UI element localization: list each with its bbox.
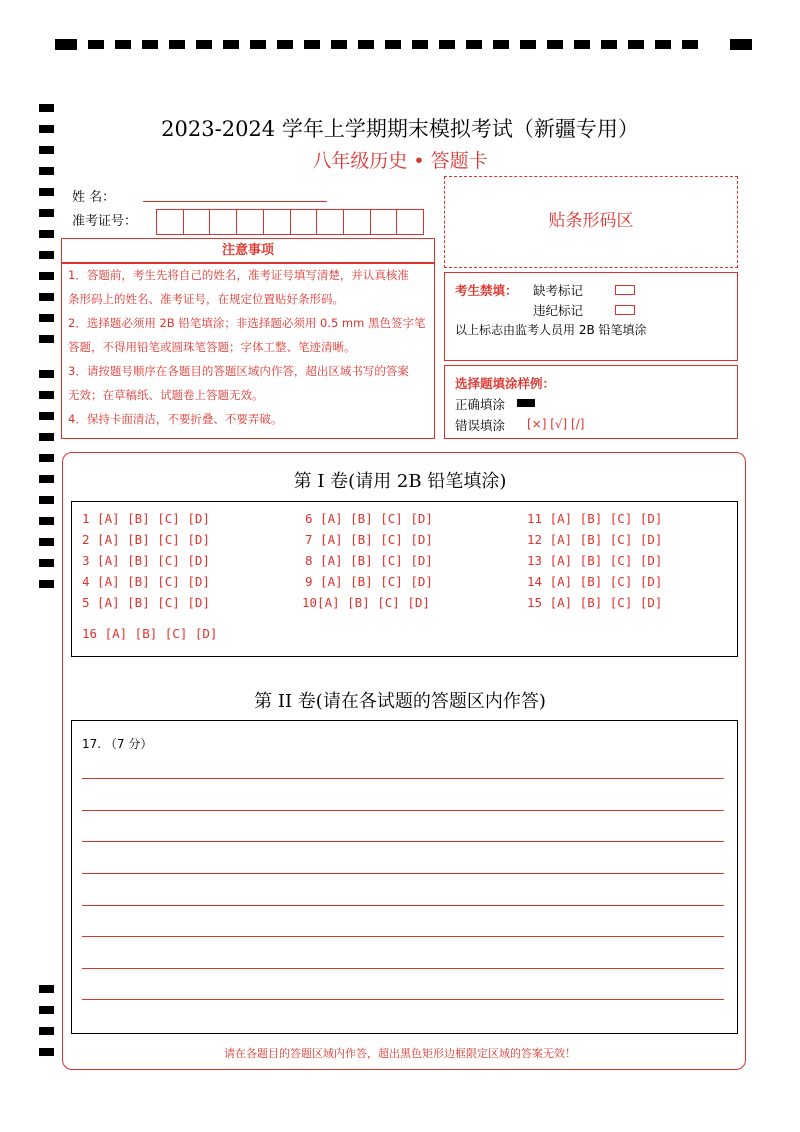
timing-mark bbox=[39, 230, 54, 238]
timing-mark bbox=[39, 104, 54, 112]
page-title: 2023-2024 学年上学期期末模拟考试（新疆专用） bbox=[161, 117, 639, 141]
choice-question-8[interactable]: 8 [A] [B] [C] [D] bbox=[305, 553, 433, 568]
id-label: 准考证号： bbox=[72, 214, 138, 229]
barcode-label: 贴条形码区 bbox=[548, 211, 634, 231]
answer-line bbox=[82, 778, 724, 779]
choice-section bbox=[71, 501, 738, 657]
page-subtitle: 八年级历史 • 答题卡 bbox=[312, 150, 488, 172]
filled-mark-sample bbox=[517, 399, 535, 407]
timing-mark bbox=[39, 559, 54, 567]
answer-line bbox=[82, 810, 724, 811]
timing-mark bbox=[39, 1027, 54, 1035]
barcode-area bbox=[444, 176, 738, 268]
exam-id-boxes[interactable] bbox=[156, 209, 424, 235]
absent-mark-box[interactable] bbox=[615, 285, 635, 295]
wrong-label: 错误填涂 bbox=[455, 418, 506, 433]
footer-note: 请在各题目的答题区域内作答，超出黑色矩形边框限定区域的答案无效！ bbox=[224, 1047, 576, 1060]
choice-question-9[interactable]: 9 [A] [B] [C] [D] bbox=[305, 574, 433, 589]
choice-question-12[interactable]: 12 [A] [B] [C] [D] bbox=[527, 532, 663, 547]
choice-question-10[interactable]: 10[A] [B] [C] [D] bbox=[302, 595, 430, 610]
answer-line bbox=[82, 873, 724, 874]
choice-question-14[interactable]: 14 [A] [B] [C] [D] bbox=[527, 574, 663, 589]
absent-label: 缺考标记 bbox=[533, 283, 584, 298]
choice-question-16[interactable]: 16 [A] [B] [C] [D] bbox=[82, 626, 218, 641]
notice-item: 3．请按题号顺序在各题目的答题区域内作答，超出区域书写的答案 bbox=[68, 364, 409, 378]
wrong-marks-sample: [×] [√] [/] bbox=[527, 417, 585, 431]
timing-mark bbox=[39, 985, 54, 993]
choice-question-5[interactable]: 5 [A] [B] [C] [D] bbox=[82, 595, 210, 610]
choice-question-13[interactable]: 13 [A] [B] [C] [D] bbox=[527, 553, 663, 568]
notice-heading: 注意事项 bbox=[61, 238, 435, 263]
answer-line bbox=[82, 999, 724, 1000]
name-field[interactable] bbox=[143, 201, 327, 202]
timing-mark bbox=[39, 188, 54, 196]
timing-mark bbox=[39, 517, 54, 525]
choice-question-15[interactable]: 15 [A] [B] [C] [D] bbox=[527, 595, 663, 610]
timing-mark bbox=[39, 314, 54, 322]
question-17-label: 17. （7 分） bbox=[82, 737, 153, 751]
choice-question-7[interactable]: 7 [A] [B] [C] [D] bbox=[305, 532, 433, 547]
choice-question-11[interactable]: 11 [A] [B] [C] [D] bbox=[527, 511, 663, 526]
notice-item: 1．答题前，考生先将自己的姓名，准考证号填写清楚，并认真核准 bbox=[68, 268, 409, 282]
timing-mark bbox=[39, 272, 54, 280]
timing-mark bbox=[39, 538, 54, 546]
answer-line bbox=[82, 968, 724, 969]
answer-line bbox=[82, 905, 724, 906]
choice-question-6[interactable]: 6 [A] [B] [C] [D] bbox=[305, 511, 433, 526]
timing-mark bbox=[39, 496, 54, 504]
notice-item: 答题，不得用铅笔或圆珠笔答题；字体工整、笔迹清晰。 bbox=[68, 340, 356, 354]
forbid-box bbox=[444, 272, 738, 361]
violation-label: 违纪标记 bbox=[533, 303, 584, 318]
choice-question-4[interactable]: 4 [A] [B] [C] [D] bbox=[82, 574, 210, 589]
choice-question-1[interactable]: 1 [A] [B] [C] [D] bbox=[82, 511, 210, 526]
choice-question-2[interactable]: 2 [A] [B] [C] [D] bbox=[82, 532, 210, 547]
answer-line bbox=[82, 841, 724, 842]
timing-mark bbox=[39, 335, 54, 343]
forbid-note: 以上标志由监考人员用 2B 铅笔填涂 bbox=[455, 323, 647, 337]
timing-mark bbox=[39, 293, 54, 301]
timing-mark bbox=[39, 209, 54, 217]
timing-mark bbox=[39, 454, 54, 462]
section1-title: 第 I 卷(请用 2B 铅笔填涂) bbox=[293, 471, 507, 492]
timing-mark bbox=[39, 370, 54, 378]
timing-mark bbox=[39, 391, 54, 399]
sample-heading: 选择题填涂样例： bbox=[455, 376, 556, 391]
answer-line bbox=[82, 936, 724, 937]
notice-box bbox=[61, 263, 435, 439]
notice-item: 无效；在草稿纸、试题卷上答题无效。 bbox=[68, 388, 264, 402]
choice-question-3[interactable]: 3 [A] [B] [C] [D] bbox=[82, 553, 210, 568]
timing-mark bbox=[39, 412, 54, 420]
timing-mark bbox=[39, 433, 54, 441]
timing-mark bbox=[39, 251, 54, 259]
notice-item: 条形码上的姓名、准考证号，在规定位置贴好条形码。 bbox=[68, 292, 344, 306]
section2-title: 第 II 卷(请在各试题的答题区内作答) bbox=[254, 691, 546, 712]
question-17-area[interactable] bbox=[71, 720, 738, 1034]
violation-mark-box[interactable] bbox=[615, 305, 635, 315]
timing-mark bbox=[39, 1006, 54, 1014]
name-label: 姓 名： bbox=[72, 190, 116, 205]
forbid-heading: 考生禁填： bbox=[455, 283, 518, 298]
timing-mark bbox=[39, 580, 54, 588]
sample-box bbox=[444, 365, 738, 439]
correct-label: 正确填涂 bbox=[455, 397, 506, 412]
notice-item: 4．保持卡面清洁，不要折叠、不要弄破。 bbox=[68, 412, 283, 426]
notice-item: 2．选择题必须用 2B 铅笔填涂；非选择题必须用 0.5 mm 黑色签字笔 bbox=[68, 316, 426, 330]
